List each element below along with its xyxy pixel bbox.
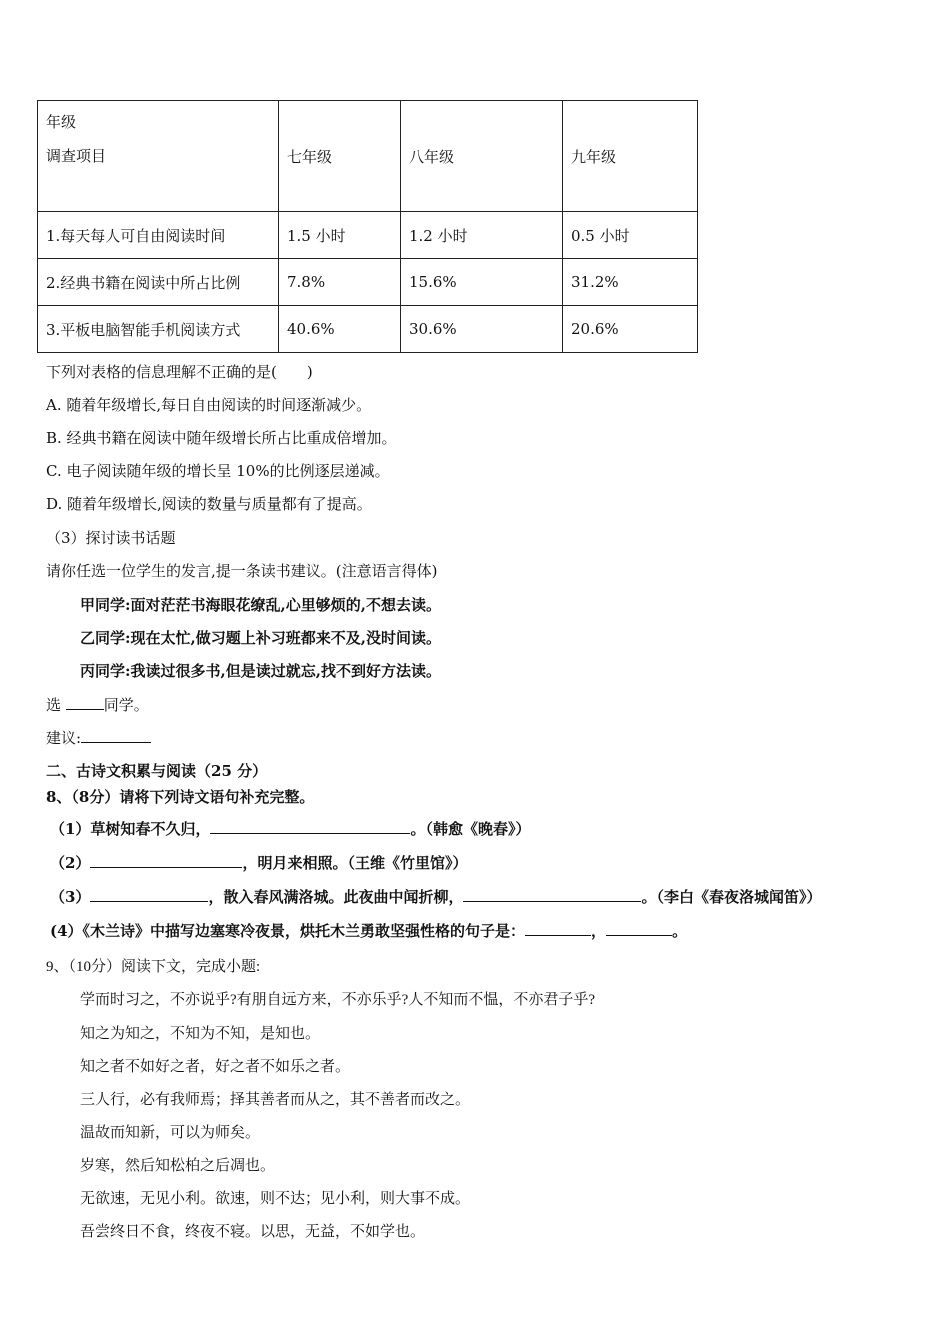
table-row [38,212,698,259]
q9-text-line: 学而时习之，不亦说乎?有朋自远方来，不亦乐乎?人不知而不愠，不亦君子乎? [80,992,595,1008]
table-cell: 31.2% [563,259,698,306]
option-d: D. 随着年级增长,阅读的数量与质量都有了提高。 [46,495,372,513]
table-cell: 0.5 小时 [563,212,698,259]
suggestion-blank[interactable] [81,728,151,743]
q8-item3-blank-2[interactable] [463,887,641,902]
choose-suffix: 同学。 [103,696,149,714]
part3-title: （3）探讨读书话题 [46,529,176,547]
table-cell: 30.6% [401,306,563,353]
q8-item4-blank-2[interactable] [606,921,672,936]
part3-instruction: 请你任选一位学生的发言,提一条读书建议。(注意语言得体) [46,562,438,580]
q8-item4-blank-1[interactable] [525,921,591,936]
q9-text-line: 岁寒，然后知松柏之后凋也。 [80,1158,276,1174]
choose-prefix: 选 [46,696,62,714]
choose-blank[interactable] [66,695,104,710]
row-label: 3.平板电脑智能手机阅读方式 [38,306,279,353]
q8-item3-blank-1[interactable] [90,887,208,902]
choose-line [46,694,149,715]
question-prompt: 下列对表格的信息理解不正确的是( ) [46,363,313,381]
row-label: 1.每天每人可自由阅读时间 [38,212,279,259]
q8-item1-prefix: （1）草树知春不久归， [50,820,211,838]
table-cell: 1.5 小时 [279,212,401,259]
q8-item4-suffix: 。 [672,922,688,940]
q8-item4-mid: ， [591,922,607,940]
option-a: A. 随着年级增长,每日自由阅读的时间逐渐减少。 [46,396,372,414]
table-row [38,259,698,306]
survey-table [37,100,698,353]
table-corner-cell [38,101,279,212]
q9-text-line: 三人行，必有我师焉；择其善者而从之，其不善者而改之。 [80,1092,471,1108]
option-b: B. 经典书籍在阅读中随年级增长所占比重成倍增加。 [46,429,397,447]
q8-item3-mid: ，散入春风满洛城。此夜曲中闻折柳， [208,888,464,906]
table-cell: 1.2 小时 [401,212,563,259]
header-grade-8: 八年级 [401,101,563,212]
q8-item-2 [50,852,467,873]
student-c-statement: 丙同学:我读过很多书,但是读过就忘,找不到好方法读。 [80,662,441,680]
table-row [38,306,698,353]
table-cell: 40.6% [279,306,401,353]
q8-item4-prefix: (4）《木兰诗》中描写边塞寒冷夜景，烘托木兰勇敢坚强性格的句子是： [50,922,526,940]
q8-item1-blank[interactable] [210,819,410,834]
q9-text-line: 知之者不如好之者，好之者不如乐之者。 [80,1059,351,1075]
table-cell: 20.6% [563,306,698,353]
q8-item2-prefix: （2） [50,854,91,872]
q9-title: 9、（10分）阅读下文，完成小题: [46,959,261,975]
student-a-statement: 甲同学:面对茫茫书海眼花缭乱,心里够烦的,不想去读。 [80,596,441,614]
q9-text-line: 吾尝终日不食，终夜不寝。以思，无益，不如学也。 [80,1224,426,1240]
q9-text-line: 无欲速，无见小利。欲速，则不达；见小利，则大事不成。 [80,1191,471,1207]
q9-text-line: 温故而知新，可以为师矣。 [80,1125,261,1141]
corner-grade-label: 年级 [46,113,77,131]
table-cell: 15.6% [401,259,563,306]
q8-item-1 [50,818,530,839]
q8-item-3 [50,886,821,907]
header-grade-9: 九年级 [563,101,698,212]
q8-item3-suffix: 。（李白《春夜洛城闻笛》） [641,888,822,906]
row-label: 2.经典书籍在阅读中所占比例 [38,259,279,306]
q8-item2-blank[interactable] [90,853,242,868]
corner-item-label: 调查项目 [46,147,107,165]
table-header-row [38,101,698,212]
q8-title: 8、（8分）请将下列诗文语句补充完整。 [46,788,315,806]
suggestion-label: 建议: [46,729,82,747]
q8-item-4 [50,920,687,941]
q9-text-line: 知之为知之，不知为不知，是知也。 [80,1026,321,1042]
q8-item2-suffix: ，明月来相照。（王维《竹里馆》） [242,854,468,872]
q8-item1-suffix: 。（韩愈《晚春》） [410,820,531,838]
option-c: C. 电子阅读随年级的增长呈 10%的比例逐层递减。 [46,462,390,480]
student-b-statement: 乙同学:现在太忙,做习题上补习班都来不及,没时间读。 [80,629,441,647]
q8-item3-prefix: （3） [50,888,91,906]
suggestion-line [46,727,151,748]
header-grade-7: 七年级 [279,101,401,212]
table-cell: 7.8% [279,259,401,306]
section2-title: 二、古诗文积累与阅读（25 分） [46,762,268,780]
